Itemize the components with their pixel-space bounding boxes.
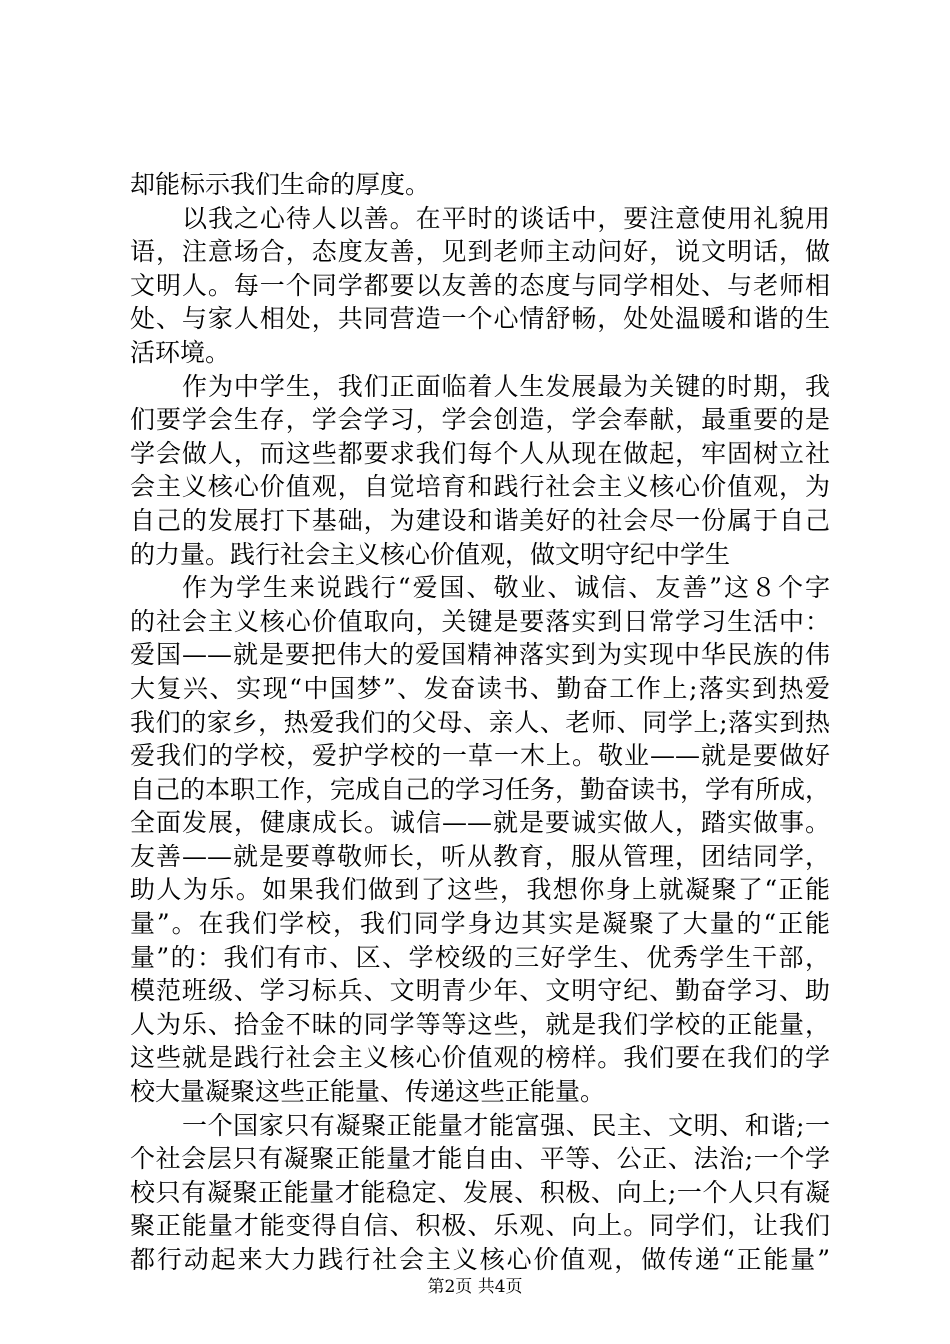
text-line: 都行动起来大力践行社会主义核心价值观，做传递“正能量” (130, 1245, 830, 1274)
text-line: 这些就是践行社会主义核心价值观的榜样。我们要在我们的学 (130, 1043, 830, 1073)
paragraph-start-line: 作为学生来说践行“爱国、敬业、诚信、友善”这８个字 (182, 573, 830, 603)
text-line: 自己的本职工作，完成自己的学习任务，勤奋读书，学有所成， (130, 774, 830, 804)
text-line: 爱我们的学校，爱护学校的一草一木上。敬业——就是要做好 (130, 741, 830, 771)
text-line: 语，注意场合，态度友善，见到老师主动问好，说文明话，做 (130, 237, 830, 267)
text-line: 人为乐、拾金不昧的同学等等这些，就是我们学校的正能量， (130, 1009, 830, 1039)
text-line: 助人为乐。如果我们做到了这些，我想你身上就凝聚了“正能 (130, 875, 830, 905)
text-line: 校只有凝聚正能量才能稳定、发展、积极、向上;一个人只有凝 (130, 1177, 830, 1207)
text-line: 量”。在我们学校，我们同学身边其实是凝聚了大量的“正能 (130, 909, 830, 939)
text-line: 个社会层只有凝聚正能量才能自由、平等、公正、法治;一个学 (130, 1144, 830, 1174)
text-line: 聚正能量才能变得自信、积极、乐观、向上。同学们，让我们 (130, 1211, 830, 1241)
text-line: 学会做人，而这些都要求我们每个人从现在做起，牢固树立社 (130, 438, 830, 468)
paragraph-start-line: 以我之心待人以善。在平时的谈话中，要注意使用礼貌用 (182, 203, 830, 233)
text-line: 的社会主义核心价值取向，关键是要落实到日常学习生活中： (130, 606, 830, 636)
text-line: 处、与家人相处，共同营造一个心情舒畅，处处温暖和谐的生 (130, 304, 830, 334)
text-line: 模范班级、学习标兵、文明青少年、文明守纪、勤奋学习、助 (130, 976, 830, 1006)
text-line: 却能标示我们生命的厚度。 (130, 170, 431, 199)
text-line: 校大量凝聚这些正能量、传递这些正能量。 (130, 1077, 606, 1107)
document-body (130, 168, 830, 1277)
paragraph-start-line: 作为中学生，我们正面临着人生发展最为关键的时期，我 (182, 371, 830, 401)
text-line: 爱国——就是要把伟大的爱国精神落实到为实现中华民族的伟 (130, 640, 830, 670)
text-line: 大复兴、实现“中国梦”、发奋读书、勤奋工作上;落实到热爱 (130, 673, 830, 703)
text-line: 们要学会生存，学会学习，学会创造，学会奉献，最重要的是 (130, 405, 830, 435)
text-line: 会主义核心价值观，自觉培育和践行社会主义核心价值观，为 (130, 472, 830, 502)
text-line: 量”的：我们有市、区、学校级的三好学生、优秀学生干部， (130, 942, 830, 972)
text-line: 我们的家乡，热爱我们的父母、亲人、老师、同学上;落实到热 (130, 707, 830, 737)
text-line: 活环境。 (130, 337, 231, 367)
text-line: 友善——就是要尊敬师长，听从教育，服从管理，团结同学， (130, 841, 830, 871)
text-line: 自己的发展打下基础，为建设和谐美好的社会尽一份属于自己 (130, 505, 830, 535)
text-line: 的力量。践行社会主义核心价值观，做文明守纪中学生 (130, 539, 731, 569)
page-number-footer: 第2页 共4页 (427, 1277, 523, 1297)
text-line: 全面发展，健康成长。诚信——就是要诚实做人，踏实做事。 (130, 808, 830, 838)
paragraph-start-line: 一个国家只有凝聚正能量才能富强、民主、文明、和谐;一 (182, 1110, 830, 1140)
text-line: 文明人。每一个同学都要以友善的态度与同学相处、与老师相 (130, 270, 830, 300)
